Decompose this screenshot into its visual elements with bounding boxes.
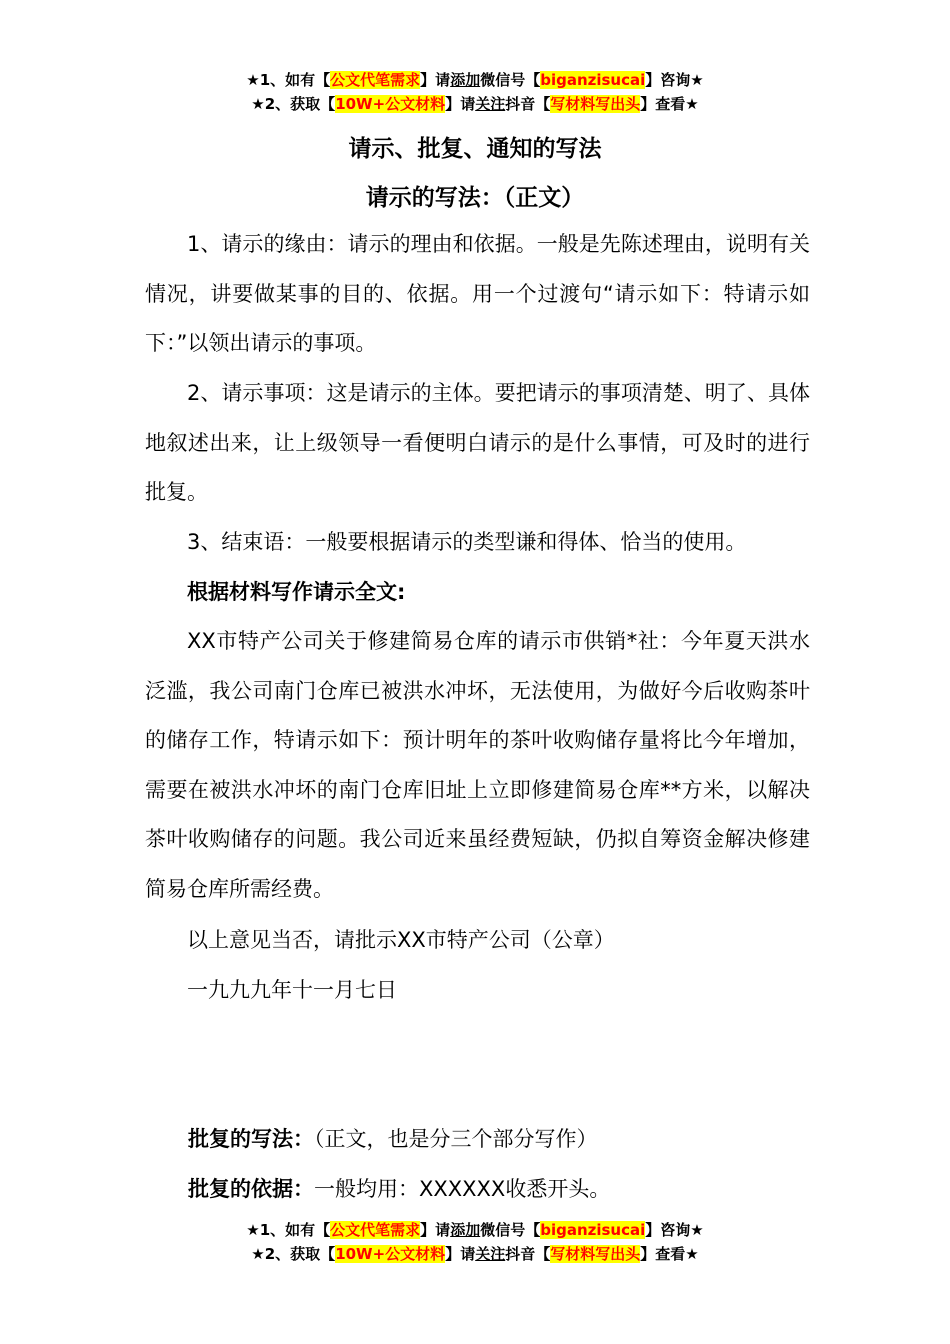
banner-text: 】查看★: [640, 95, 699, 113]
banner-text: 】请: [420, 1221, 451, 1239]
paragraph: 2、请示事项：这是请示的主体。要把请示的事项清楚、明了、具体地叙述出来，让上级领导一看便明白请示的是什么事情，可及时的进行批复。: [145, 381, 810, 505]
banner-line-1: [0, 68, 950, 92]
date-line: 一九九九年十一月七日: [187, 978, 397, 1002]
banner-line-1: [0, 1218, 950, 1242]
paragraph: 3、结束语：一般要根据请示的类型谦和得体、恰当的使用。: [187, 530, 747, 554]
banner-text: 1、如有【: [259, 1221, 331, 1239]
page-title: 请示、批复、通知的写法: [348, 136, 602, 162]
banner-text: 2、获取【: [264, 95, 336, 113]
section-heading: 根据材料写作请示全文:: [187, 580, 406, 604]
banner-highlight: biganzisucai: [540, 71, 646, 89]
banner-text: 微信号【: [480, 1221, 541, 1239]
banner-text: 】咨询★: [645, 71, 704, 89]
paragraph: 以上意见当否，请批示XX市特产公司（公章）: [187, 928, 615, 952]
paragraph: 1、请示的缘由：请示的理由和依据。一般是先陈述理由，说明有关情况，讲要做某事的目的、依据。用一个过渡句“请示如下：特请示如下：”以领出请示的事项。: [145, 232, 810, 356]
banner-underlined: 关注: [475, 1245, 506, 1263]
banner-underlined: 添加: [450, 71, 481, 89]
banner-text: 抖音【: [505, 1245, 551, 1263]
banner-text: 】请: [420, 71, 451, 89]
banner-text: 2、获取【: [264, 1245, 336, 1263]
basis-label: 批复的依据：: [188, 1177, 314, 1201]
banner-text: 】查看★: [640, 1245, 699, 1263]
star-icon: ★: [251, 1245, 265, 1263]
banner-highlight: 10W+公文材料: [335, 1245, 446, 1263]
banner-underlined: 添加: [450, 1221, 481, 1239]
star-icon: ★: [246, 71, 260, 89]
header-banner: [0, 68, 950, 116]
reply-label: 批复的写法：: [188, 1127, 314, 1151]
basis-heading: [188, 1165, 808, 1215]
banner-line-2: [0, 92, 950, 116]
banner-highlight: 公文代笔需求: [330, 71, 421, 89]
banner-text: 抖音【: [505, 95, 551, 113]
banner-line-2: [0, 1242, 950, 1266]
reply-heading: [188, 1115, 808, 1165]
banner-underlined: 关注: [475, 95, 506, 113]
banner-highlight: 公文代笔需求: [330, 1221, 421, 1239]
banner-highlight: biganzisucai: [540, 1221, 646, 1239]
paragraph: XX市特产公司关于修建简易仓库的请示市供销*社：今年夏天洪水泛滥，我公司南门仓库已被洪水冲坏，无法使用，为做好今后收购茶叶的储存工作，特请示如下：预计明年的茶叶收购储存量将比今年增加，需要在被洪水冲坏的南门仓库旧址上立即修建简易仓库**方米，以解决茶叶收购储存的问题。我公司近来虽经费短缺，仍拟自筹资金解决修建简易仓库所需经费。: [145, 629, 810, 901]
star-icon: ★: [246, 1221, 260, 1239]
banner-text: 1、如有【: [259, 71, 331, 89]
banner-text: 】请: [445, 1245, 476, 1263]
banner-text: 】请: [445, 95, 476, 113]
banner-text: 微信号【: [480, 71, 541, 89]
banner-highlight: 写材料写出头: [550, 95, 641, 113]
footer-banner: [0, 1218, 950, 1266]
basis-text: 一般均用：XXXXXX收悉开头。: [314, 1177, 611, 1201]
reply-text: （正文，也是分三个部分写作）: [314, 1127, 598, 1151]
banner-highlight: 写材料写出头: [550, 1245, 641, 1263]
star-icon: ★: [251, 95, 265, 113]
banner-text: 】咨询★: [645, 1221, 704, 1239]
banner-highlight: 10W+公文材料: [335, 95, 446, 113]
section-subtitle: 请示的写法：（正文）: [365, 185, 585, 211]
